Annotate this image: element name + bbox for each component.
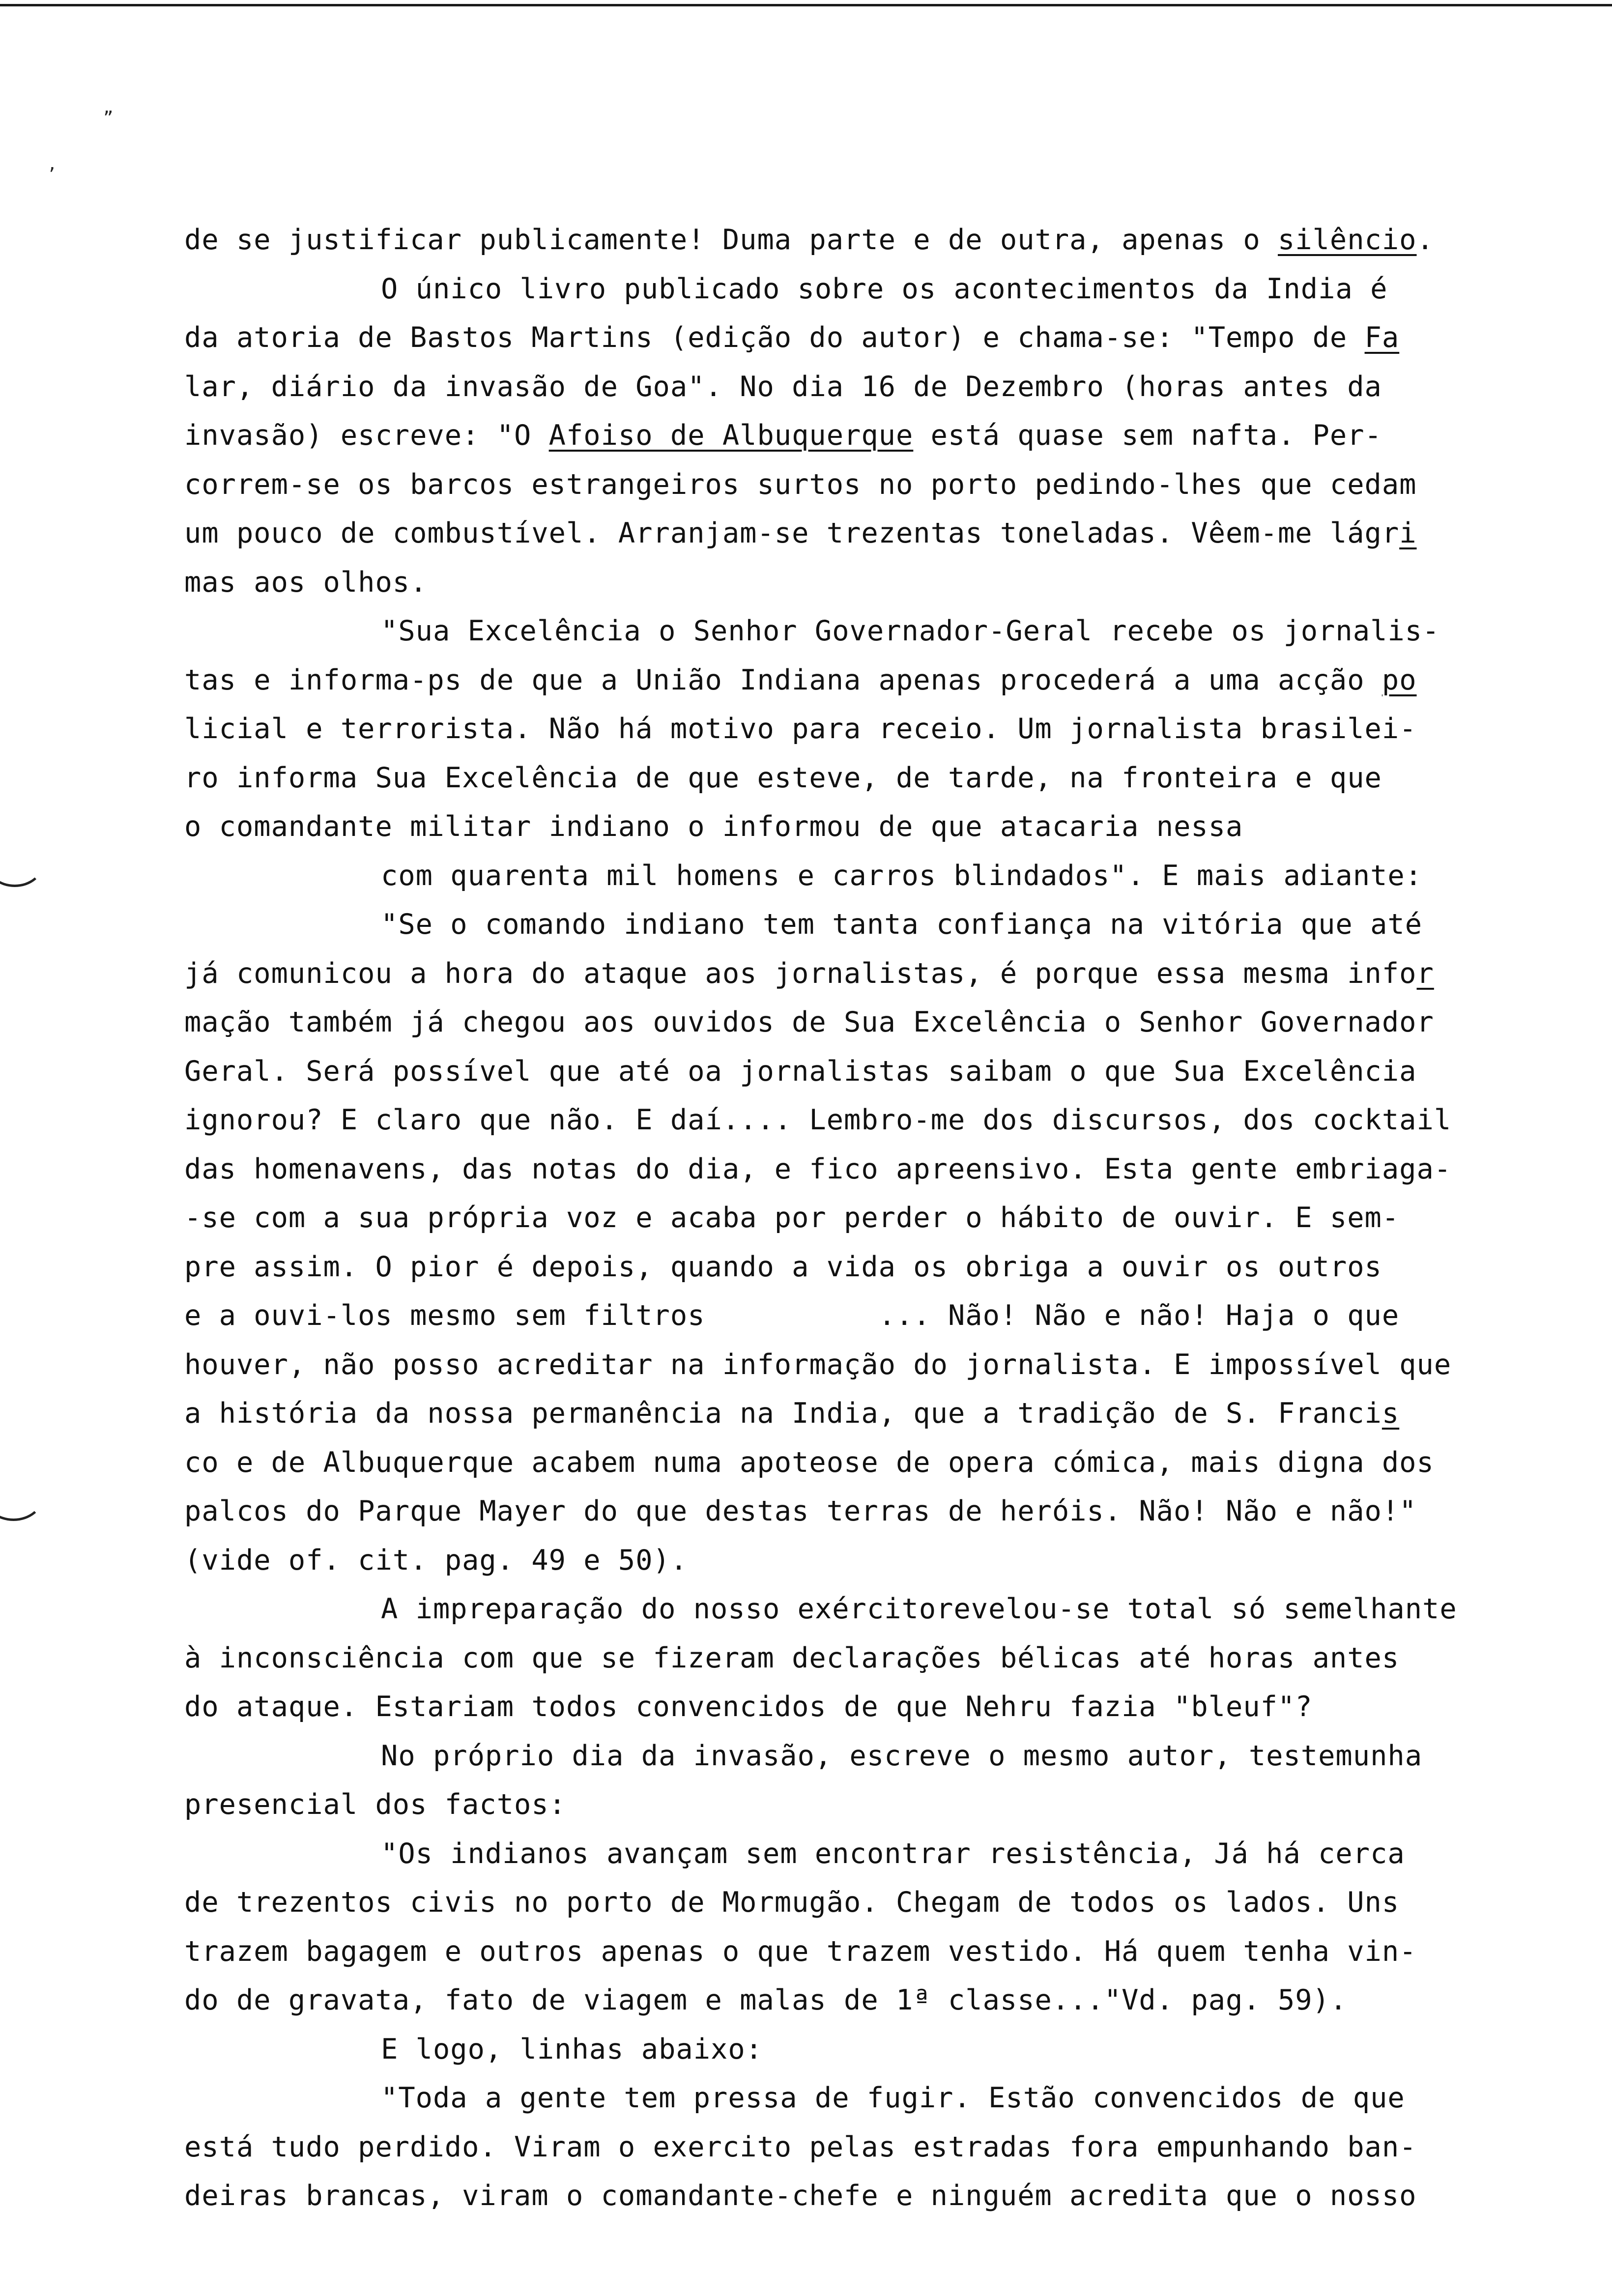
margin-mark [0,838,44,887]
text-line [184,1886,1400,1919]
text-line [184,1693,1313,1721]
underlined-text: r [1416,957,1434,990]
text-line [184,957,1434,990]
text-segment: (vide of. cit. pag. 49 e 50). [184,1544,688,1577]
text-segment: palcos do Parque Mayer do que destas terras de heróis. Não! Não e não!" [184,1495,1417,1527]
text-line [184,1986,1347,2014]
text-line [184,1446,1434,1479]
text-segment: de se justificar publicamente! Duma parte e de outra, apenas o [184,224,1278,256]
text-segment: a história da nossa permanência na India, que a tradição de S. Franci [184,1397,1382,1430]
underlined-text: Afoiso de Albuquerque [548,419,914,452]
text-segment: do ataque. Estariam todos convencidos de que Nehru fazia "bleuf"? [184,1691,1313,1723]
text-line [381,2084,1405,2112]
text-segment: "Os indianos avançam sem encontrar resistência, Já há cerca [381,1837,1405,1870]
text-segment: ro informa Sua Excelência de que esteve, de tarde, na fronteira e que [184,761,1382,794]
text-segment: um pouco de combustível. Arranjam-se trezentas toneladas. Vêem-me lágr [184,517,1400,549]
text-segment: A impreparação do nosso exércitorevelou-se total só semelhante [381,1593,1457,1625]
text-line [184,419,1382,452]
underlined-text: po [1382,663,1417,696]
text-segment: No próprio dia da invasão, escreve o mesmo autor, testemunha [381,1739,1423,1772]
text-segment: mas aos olhos. [184,566,428,599]
text-segment: está tudo perdido. Viram o exercito pelas estradas fora empunhando ban- [184,2130,1417,2163]
text-segment: de trezentos civis no porto de Mormugão. Chegam de todos os lados. Uns [184,1886,1400,1919]
text-segment: Geral. Será possível que até oa jornalistas saibam o que Sua Excelência [184,1055,1417,1088]
text-line [184,1788,566,1821]
text-segment: o comandante militar indiano o informou de que atacaria nessa [184,810,1243,843]
text-segment: tas e informa-ps de que a União Indiana apenas procederá a uma acção [184,663,1382,696]
text-line [381,859,1423,892]
text-line [184,1397,1400,1430]
underlined-text: silêncio [1277,224,1417,256]
underlined-text: s [1382,1397,1400,1430]
top-rule [0,4,1612,6]
text-segment: ignorou? E claro que não. E daí.... Lembro-me dos discursos, dos cocktail [184,1104,1452,1136]
text-line [381,1739,1423,1772]
text-line [184,321,1400,354]
text-line [184,810,1243,843]
text-line [381,1837,1405,1870]
text-line [184,2130,1417,2163]
text-segment: lar, diário da invasão de Goa". No dia 16 de Dezembro (horas antes da [184,370,1382,403]
text-line [184,663,1417,696]
text-line [184,1299,1400,1332]
text-segment: presencial dos factos: [184,1788,566,1821]
text-line [184,1641,1400,1674]
text-line [184,370,1382,403]
text-segment: "Se o comando indiano tem tanta confiança na vitória que até [381,908,1423,941]
text-segment: pre assim. O pior é depois, quando a vida os obriga a ouvir os outros [184,1250,1382,1283]
text-segment: está quase sem nafta. Per- [913,419,1382,452]
text-line [184,468,1417,501]
text-line [184,761,1382,794]
underlined-text: Fa [1364,321,1400,354]
text-segment: deiras brancas, viram o comandante-chefe e ninguém acredita que o nosso [184,2180,1417,2212]
text-line [184,1204,1399,1232]
text-line [381,1595,1457,1623]
text-segment: à inconsciência com que se fizeram declarações bélicas até horas antes [184,1641,1400,1674]
stray-mark: ” [103,108,114,128]
text-line [184,1250,1382,1283]
text-line [184,1008,1434,1036]
text-line [381,2033,763,2066]
text-line [381,908,1423,941]
text-segment: "Toda a gente tem pressa de fugir. Estão convencidos de que [381,2082,1405,2114]
text-segment: mação também já chegou aos ouvidos de Sua Excelência o Senhor Governador [184,1006,1434,1038]
text-segment: E logo, linhas abaixo: [381,2033,763,2066]
text-segment: com quarenta mil homens e carros blindados". E mais adiante: [381,859,1423,892]
text-line [184,1106,1451,1134]
text-line [381,617,1439,645]
text-segment: houver, não posso acreditar na informação do jornalista. E impossível que [184,1348,1452,1381]
underlined-text: i [1399,517,1417,549]
text-line [184,519,1417,547]
text-line [184,226,1434,254]
text-segment: co e de Albuquerque acabem numa apoteose de opera cómica, mais digna dos [184,1446,1434,1479]
text-segment: O único livro publicado sobre os acontecimentos da India é [381,272,1388,305]
text-line [184,1497,1417,1525]
text-line [184,1935,1417,1968]
text-line [184,2182,1417,2210]
text-line [381,272,1388,305]
text-line [184,1544,688,1577]
text-segment: das homenavens, das notas do dia, e fico apreensivo. Esta gente embriaga- [184,1152,1452,1185]
text-segment: já comunicou a hora do ataque aos jornalistas, é porque essa mesma info [184,957,1417,990]
text-line [184,1152,1452,1185]
text-segment: e a ouvi-los mesmo sem filtros ... Não! Não e não! Haja o que [184,1299,1400,1332]
text-segment: licial e terrorista. Não há motivo para receio. Um jornalista brasilei- [184,713,1417,745]
text-segment: correm-se os barcos estrangeiros surtos no porto pedindo-lhes que cedam [184,468,1417,501]
text-line [184,566,428,599]
text-segment: -se com a sua própria voz e acaba por perder o hábito de ouvir. E sem- [184,1202,1400,1234]
text-segment: . [1416,224,1434,256]
text-line [184,1055,1417,1088]
margin-mark [0,1469,44,1521]
text-segment: trazem bagagem e outros apenas o que trazem vestido. Há quem tenha vin- [184,1935,1417,1968]
text-segment: "Sua Excelência o Senhor Governador-Geral recebe os jornalis- [381,615,1440,647]
text-segment: da atoria de Bastos Martins (edição do autor) e chama-se: "Tempo de [184,321,1365,354]
text-line [184,715,1417,743]
text-line [184,1348,1452,1381]
text-segment: do de gravata, fato de viagem e malas de 1ª classe..."Vd. pag. 59). [184,1984,1348,2016]
text-segment: invasão) escreve: "O [184,419,549,452]
stray-mark: ’ [47,165,57,184]
